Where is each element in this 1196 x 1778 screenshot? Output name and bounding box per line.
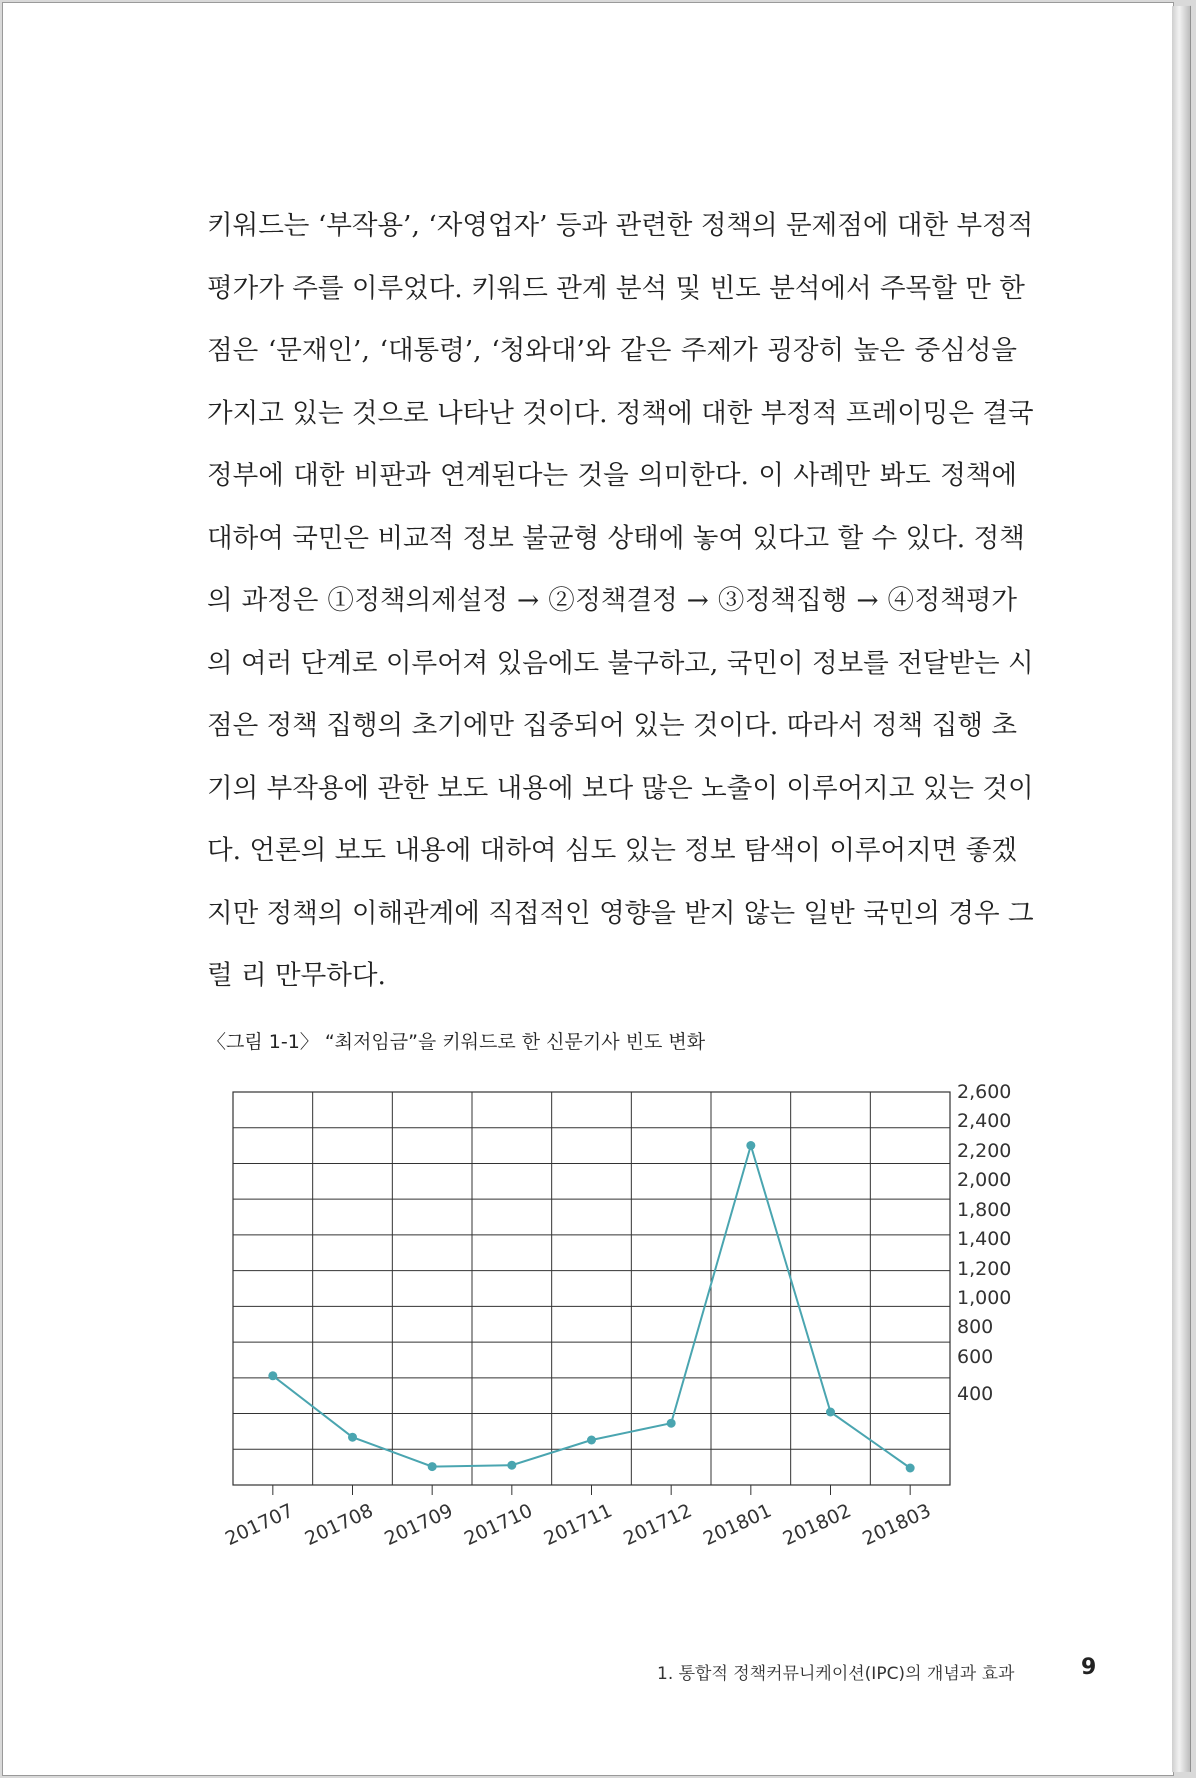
document-page [2, 2, 1174, 1776]
x-tick-label: 201709 [381, 1499, 457, 1551]
body-line: 기의 부작용에 관한 보도 내용에 보다 많은 노출이 이루어지고 있는 것이 [207, 772, 1034, 804]
body-line: 평가가 주를 이루었다. 키워드 관계 분석 및 빈도 분석에서 주목할 만 한 [207, 272, 1025, 304]
body-text [207, 195, 1034, 1008]
y-tick-label: 1,000 [957, 1287, 1012, 1309]
y-tick-label: 1,400 [957, 1228, 1012, 1250]
data-point [507, 1461, 516, 1470]
body-line: 지만 정책의 이해관계에 직접적인 영향을 받지 않는 일반 국민의 경우 그 [207, 897, 1034, 929]
body-line: 정부에 대한 비판과 연계된다는 것을 의미한다. 이 사례만 봐도 정책에 [207, 460, 1017, 491]
y-tick-label: 2,000 [957, 1169, 1012, 1191]
body-line: 의 과정은 ①정책의제설정 → ②정책결정 → ③정책집행 → ④정책평가 [207, 585, 1017, 616]
y-tick-label: 800 [957, 1316, 994, 1338]
x-tick-label: 201711 [540, 1499, 616, 1551]
data-point [348, 1433, 357, 1442]
footer-chapter-title: 1. 통합적 정책커뮤니케이션(IPC)의 개념과 효과 [657, 1664, 1015, 1684]
body-line: 다. 언론의 보도 내용에 대하여 심도 있는 정보 탐색이 이루어지면 좋겠 [207, 835, 1017, 866]
x-tick-label: 201710 [460, 1499, 536, 1551]
body-line: 가지고 있는 것으로 나타난 것이다. 정책에 대한 부정적 프레이밍은 결국 [207, 397, 1034, 429]
x-tick-label: 201707 [221, 1499, 297, 1551]
data-point [906, 1464, 915, 1473]
x-tick-label: 201712 [620, 1499, 696, 1551]
y-tick-label: 2,200 [957, 1140, 1012, 1162]
y-tick-label: 600 [957, 1346, 994, 1368]
y-tick-label: 2,600 [957, 1081, 1012, 1103]
data-point [746, 1141, 755, 1150]
body-line: 의 여러 단계로 이루어져 있음에도 불구하고, 국민이 정보를 전달받는 시 [207, 647, 1034, 679]
figure-caption: 〈그림 1-1〉 “최저임금”을 키워드로 한 신문기사 빈도 변화 [207, 1031, 706, 1053]
body-line: 점은 정책 집행의 초기에만 집중되어 있는 것이다. 따라서 정책 집행 초 [207, 710, 1017, 741]
plot-frame [233, 1092, 950, 1485]
y-tick-label: 2,400 [957, 1110, 1012, 1132]
data-point [268, 1371, 277, 1380]
line-chart [203, 1078, 1012, 1598]
data-point [428, 1462, 437, 1471]
data-point [587, 1436, 596, 1445]
body-line: 대하여 국민은 비교적 정보 불균형 상태에 놓여 있다고 할 수 있다. 정책 [207, 522, 1025, 554]
page-number: 9 [1081, 1655, 1097, 1680]
body-line: 점은 ‘문재인’, ‘대통령’, ‘청와대’와 같은 주제가 굉장히 높은 중심성을 [207, 335, 1017, 366]
y-tick-label: 400 [957, 1383, 994, 1405]
data-point [667, 1419, 676, 1428]
body-line: 럴 리 만무하다. [207, 960, 386, 991]
x-tick-label: 201801 [699, 1499, 775, 1551]
body-line: 키워드는 ‘부작용’, ‘자영업자’ 등과 관련한 정책의 문제점에 대한 부정적 [207, 210, 1034, 241]
x-tick-label: 201803 [859, 1499, 935, 1551]
data-point [826, 1408, 835, 1417]
x-tick-label: 201708 [301, 1499, 377, 1551]
x-tick-label: 201802 [779, 1499, 855, 1551]
y-tick-label: 1,800 [957, 1199, 1012, 1221]
page-edge-shadow [1172, 6, 1191, 1772]
y-tick-label: 1,200 [957, 1258, 1012, 1280]
